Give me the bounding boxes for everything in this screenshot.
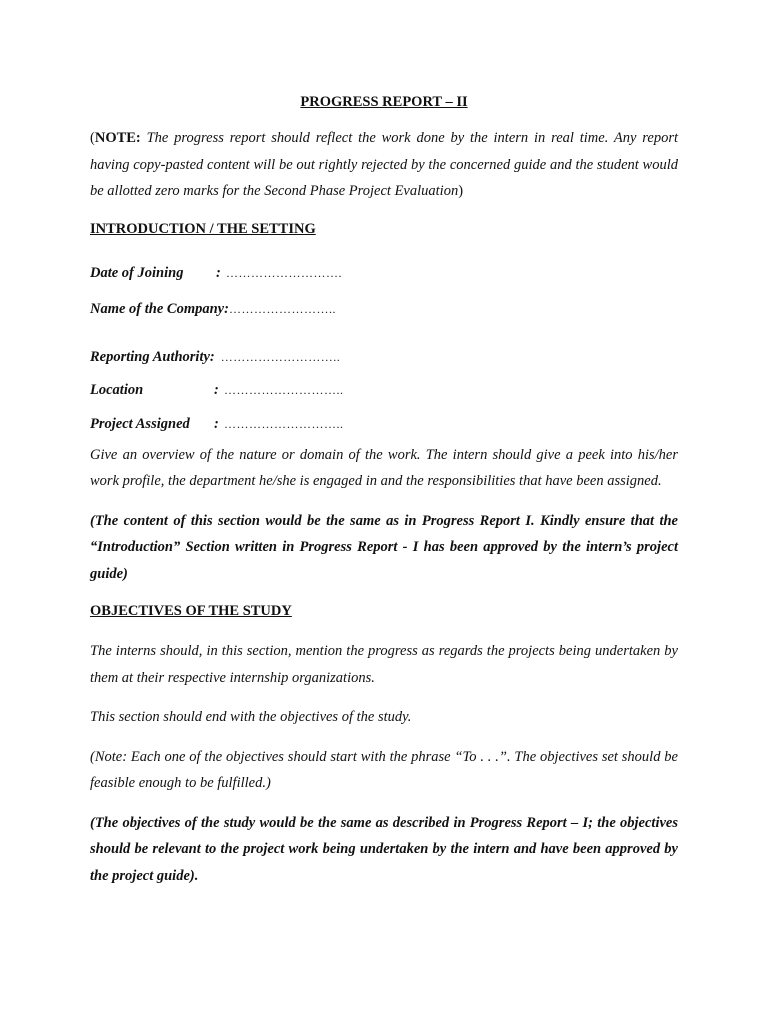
field-blank: ……………………….. (224, 416, 344, 431)
field-label: Name of the Company (90, 300, 225, 317)
field-project-assigned (90, 414, 678, 434)
field-company-name (90, 299, 678, 319)
field-blank: ……………………….. (224, 382, 344, 397)
field-reporting-authority (90, 347, 678, 367)
introduction-reminder: (The content of this section would be the same as in Progress Report I. Kindly ensure that the “Introduction” Section written in Progress Report - I has been approved by the intern’s project guide) (90, 512, 678, 582)
field-blank: ……………………….. (220, 349, 341, 364)
document-page (90, 92, 678, 889)
field-date-of-joining (90, 263, 678, 283)
note-open-paren: ( (90, 130, 95, 146)
document-title: PROGRESS REPORT – II (300, 94, 468, 110)
field-location (90, 380, 678, 400)
field-colon: : (216, 264, 221, 281)
overview-paragraph: Give an overview of the nature or domain of the work. The intern should give a peek into his/her work profile, the department he/she is engaged in and the responsibilities that have been assigned. (90, 446, 678, 489)
note-label: NOTE: (94, 130, 141, 146)
section-heading-objectives: OBJECTIVES OF THE STUDY (90, 603, 292, 619)
objectives-note: (Note: Each one of the objectives should start with the phrase “To . . .”. The objectives set should be feasible enough to be fulfilled.) (90, 748, 678, 791)
field-label: Location (90, 381, 144, 398)
section-heading-introduction: INTRODUCTION / THE SETTING (90, 220, 316, 237)
field-colon: : (224, 300, 229, 317)
objectives-paragraph-1: The interns should, in this section, mention the progress as regards the projects being undertaken by them at their respective internship organizations. (90, 643, 678, 686)
field-label: Reporting Authority: (90, 348, 215, 365)
objectives-reminder: (The objectives of the study would be the same as described in Progress Report – I; the objectives should be relevant to the project work being undertaken by the intern and have been approved by the project guide). (90, 814, 678, 884)
field-colon: : (214, 415, 219, 432)
field-label: Date of Joining (90, 264, 184, 281)
field-label: Project Assigned (90, 415, 190, 432)
note-paragraph (90, 125, 678, 205)
field-blank: …………………….. (228, 301, 336, 316)
objectives-paragraph-2: This section should end with the objectives of the study. (90, 709, 412, 725)
field-blank: ………………………. (226, 265, 342, 280)
note-text: The progress report should reflect the work done by the intern in real time. Any report having copy-pasted content will be out rightly rejected by the concerned guide and the student would be allotted zero marks for the Second Phase Project Evaluation (90, 130, 678, 199)
note-close-paren: ) (458, 183, 464, 199)
field-colon: : (214, 381, 219, 398)
